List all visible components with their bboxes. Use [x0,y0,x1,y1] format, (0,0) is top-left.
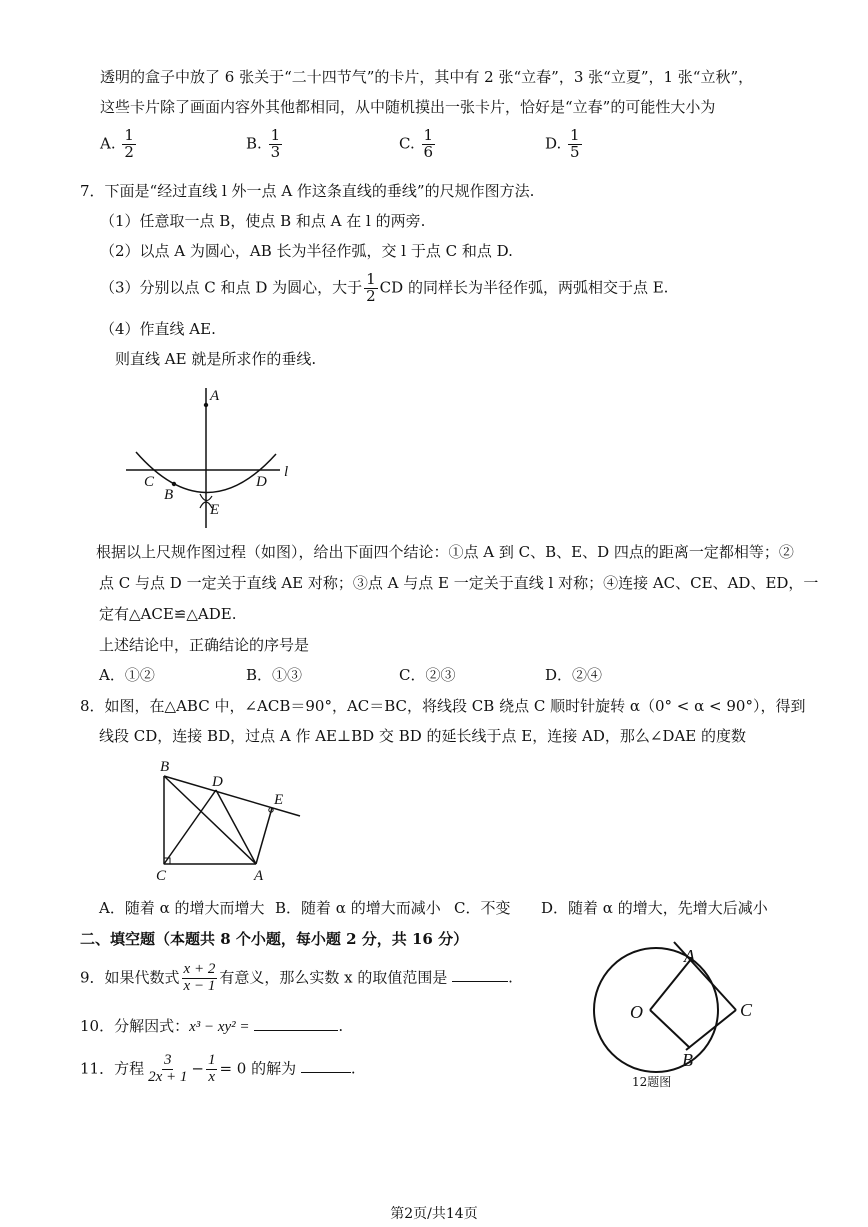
q6-option-c[interactable]: C. $\frac{1}{6}$ [399,126,434,161]
q7-point-a [204,403,208,407]
q7-label-b: B [164,487,174,503]
q12-tangent-bc [686,1010,736,1050]
q8-option-a[interactable]: A．随着 α 的增大而增大 [99,899,265,917]
q7-label-e: E [210,502,220,518]
q12-circle [594,948,718,1072]
q7-question: 上述结论中，正确结论的序号是 [99,636,310,654]
q7-para3: 定有△ACE≌△ADE. [99,605,237,623]
q10: 10．分解因式：x³ − xy² = . [80,1017,344,1035]
q8-label-a: A [254,868,264,884]
q8-option-b[interactable]: B．随着 α 的增大而减小 [275,899,441,917]
q9-answer-blank[interactable] [452,969,508,982]
q6-option-a[interactable]: A. $\frac{1}{2}$ [100,126,134,161]
q8-label-c: C [156,868,167,884]
q6-line2: 这些卡片除了画面内容外其他都相同，从中随机摸出一张卡片，恰好是“立春”的可能性大小为 [100,98,716,116]
q12-label-c: C [740,1000,753,1020]
q11: 11．方程 $\frac{3}{2x + 1}$ − $\frac{1}{x}$ = 0 的解为 . [80,1052,356,1085]
q7-option-a[interactable]: A．①② [99,666,155,684]
q8-triangle-figure [150,756,310,886]
q7-label-d: D [256,474,267,490]
q6-option-d-fraction: $\frac{1}{5}$ [570,126,580,161]
q7-step1: （1）任意取一点 B，使点 B 和点 A 在 l 的两旁. [100,212,426,230]
q12-label-b: B [682,1050,693,1070]
q9: 9．如果代数式 $\frac{x + 2}{x - 1}$ 有意义，那么实数 x 的取值范围是 . [80,961,513,994]
page-footer: 第2页/共14页 [390,1206,478,1222]
q12-label-o: O [630,1002,643,1022]
q11-fraction-1: $\frac{3}{2x + 1}$ [148,1052,188,1085]
q7-step3: （3）分别以点 C 和点 D 为圆心，大于 $\frac{1}{2}$ CD 的同样长为半径作弧，两弧相交于点 E. [100,270,669,305]
q7-option-b[interactable]: B．①③ [246,666,303,684]
q8-seg-ae [256,808,272,864]
q12-caption: 12题图 [632,1075,672,1089]
q7-conclusion: 则直线 AE 就是所求作的垂线. [115,350,317,368]
q7-label-c: C [144,474,155,490]
q7-label-a: A [210,388,220,404]
section-fill-in-title: 二、填空题（本题共 8 个小题，每小题 2 分，共 16 分） [80,930,469,948]
q7-para1: 根据以上尺规作图过程（如图），给出下面四个结论：①点 A 到 C、B、E、D 四点的距离一定都相等；② [96,543,794,561]
q8-line2: 线段 CD，连接 BD，过点 A 作 AE⊥BD 交 BD 的延长线于点 E，连接 AD，那么∠DAE 的度数 [99,727,747,745]
q8-line1: 8．如图，在△ABC 中，∠ACB＝90°，AC＝BC，将线段 CB 绕点 C 顺时针旋转 α（0° < α < 90°），得到 [80,697,806,715]
q7-stem: 7．下面是“经过直线 l 外一点 A 作这条直线的垂线”的尺规作图方法. [80,182,535,200]
q6-option-d[interactable]: D. $\frac{1}{5}$ [545,126,580,161]
q10-answer-blank[interactable] [254,1018,338,1031]
q7-label-l: l [284,464,289,480]
q7-option-c[interactable]: C．②③ [399,666,456,684]
q8-label-e: E [274,792,284,808]
q6-option-a-fraction: $\frac{1}{2}$ [124,126,134,161]
q11-answer-blank[interactable] [301,1060,351,1073]
q11-fraction-2: $\frac{1}{x}$ [207,1052,216,1085]
q6-option-c-fraction: $\frac{1}{6}$ [423,126,434,161]
q7-step4: （4）作直线 AE. [100,320,216,338]
q7-step2: （2）以点 A 为圆心，AB 长为半径作弧，交 l 于点 C 和点 D. [100,242,513,260]
q12-seg-ob [650,1010,690,1048]
q8-label-b: B [160,759,170,775]
q6-line1: 透明的盒子中放了 6 张关于“二十四节气”的卡片，其中有 2 张“立春”，3 张“立夏”，1 张“立秋”， [100,68,754,86]
q7-step3-fraction: $\frac{1}{2}$ [366,270,376,305]
q9-fraction: $\frac{x + 2}{x - 1}$ [183,961,216,994]
q7-point-b [172,482,176,486]
q7-option-d[interactable]: D．②④ [545,666,603,684]
q6-option-b-fraction: $\frac{1}{3}$ [270,126,281,161]
q6-option-b[interactable]: B. $\frac{1}{3}$ [246,126,281,161]
q7-construction-figure [120,382,305,532]
q12-label-a: A [684,946,695,966]
q8-option-d[interactable]: D．随着 α 的增大，先增大后减小 [541,899,768,917]
q8-option-c[interactable]: C．不变 [454,899,511,917]
q7-para2: 点 C 与点 D 一定关于直线 AE 对称；③点 A 与点 E 一定关于直线 l 对称；④连接 AC、CE、AD、ED，一 [99,574,819,592]
q8-label-d: D [212,774,223,790]
q12-circle-figure [586,938,776,1098]
